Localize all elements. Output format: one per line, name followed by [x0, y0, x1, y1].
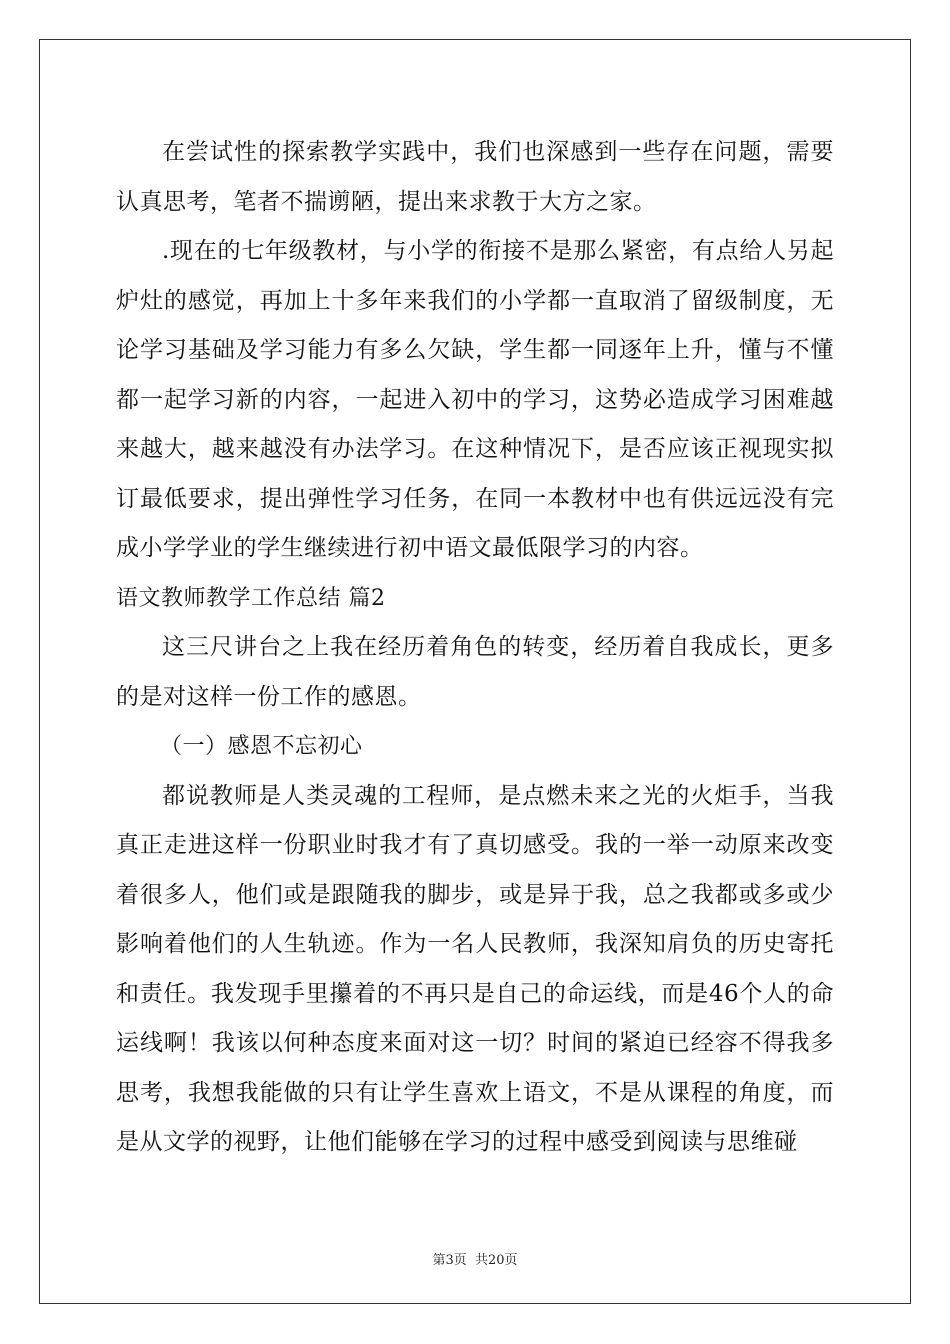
paragraph-3: 这三尺讲台之上我在经历着角色的转变，经历着自我成长，更多的是对这样一份工作的感恩。 — [116, 634, 834, 710]
paragraph-1: 在尝试性的探索教学实践中，我们也深感到一些存在问题，需要认真思考，笔者不揣谫陋，提出来求教于大方之家。 — [116, 139, 834, 215]
section-heading: 语文教师教学工作总结 篇2 — [116, 585, 386, 611]
paragraph-2: .现在的七年级教材，与小学的衔接不是那么紧密，有点给人另起炉灶的感觉，再加上十多年来我们的小学都一直取消了留级制度，无论学习基础及学习能力有多么欠缺，学生都一同逐年上升，懂与不懂都一起学习新的内容，一起进入初中的学习，这势必造成学习困难越来越大，越来越没有办法学习。在这种情况下，是否应该正视现实拟订最低要求，提出弹性学习任务，在同一本教材中也有供远远没有完成小学学业的学生继续进行初中语文最低限学习的内容。 — [116, 238, 834, 561]
paragraph-4: 都说教师是人类灵魂的工程师，是点燃未来之光的火炬手，当我真正走进这样一份职业时我才有了真切感受。我的一举一动原来改变着很多人，他们或是跟随我的脚步，或是异于我，总之我都或多或少影响着他们的人生轨迹。作为一名人民教师，我深知肩负的历史寄托和责任。我发现手里攥着的不再只是自己的命运线，而是46个人的命运线啊！我该以何种态度来面对这一切？时间的紧迫已经容不得我多思考，我想我能做的只有让学生喜欢上语文，不是从课程的角度，而是从文学的视野，让他们能够在学习的过程中感受到阅读与思维碰 — [116, 782, 834, 1155]
page-number: 第3页 共20页 — [432, 1253, 518, 1268]
page-footer — [0, 1249, 950, 1268]
document-body — [116, 128, 834, 1168]
subsection-heading: （一）感恩不忘初心 — [160, 734, 363, 759]
